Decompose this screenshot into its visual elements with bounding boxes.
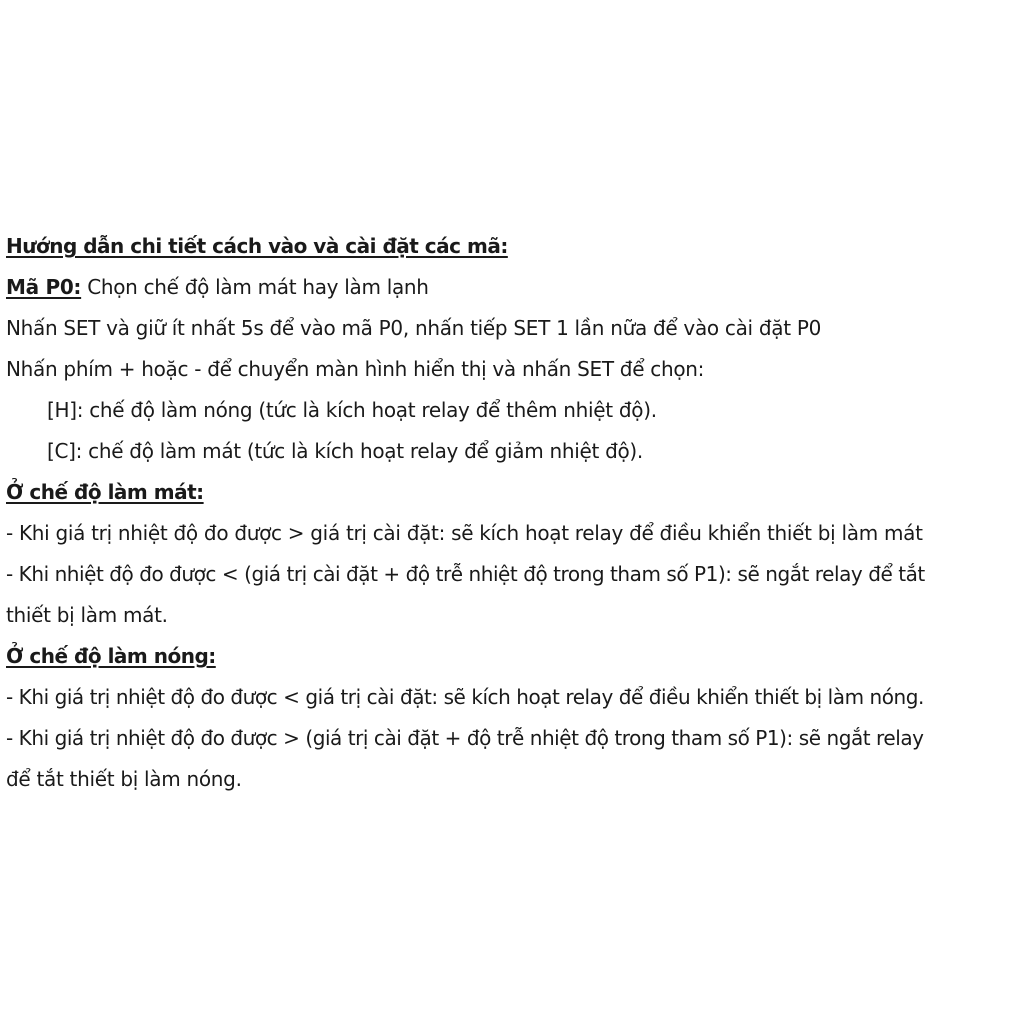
heating-mode-heading: Ở chế độ làm nóng: — [6, 644, 216, 668]
cooling-rule-1: - Khi giá trị nhiệt độ đo được > giá trị cài đặt: sẽ kích hoạt relay để điều khiển thiết bị làm mát — [6, 521, 923, 545]
p0-step-select: Nhấn phím + hoặc - để chuyển màn hình hiển thị và nhấn SET để chọn: — [6, 357, 705, 381]
cooling-rule-2-continued: thiết bị làm mát. — [6, 603, 168, 627]
heating-rule-1: - Khi giá trị nhiệt độ đo được < giá trị cài đặt: sẽ kích hoạt relay để điều khiển thiết bị làm nóng. — [6, 685, 924, 709]
cooling-rule-2: - Khi nhiệt độ đo được < (giá trị cài đặt + độ trễ nhiệt độ trong tham số P1): sẽ ngắt relay để tắt — [6, 562, 925, 586]
option-heating: [H]: chế độ làm nóng (tức là kích hoạt relay để thêm nhiệt độ). — [47, 398, 657, 422]
document-title: Hướng dẫn chi tiết cách vào và cài đặt các mã: — [6, 234, 508, 258]
instruction-document — [6, 226, 1018, 800]
heating-rule-2: - Khi giá trị nhiệt độ đo được > (giá trị cài đặt + độ trễ nhiệt độ trong tham số P1): sẽ ngắt relay — [6, 726, 924, 750]
heating-rule-2-continued: để tắt thiết bị làm nóng. — [6, 767, 242, 791]
cooling-mode-heading: Ở chế độ làm mát: — [6, 480, 204, 504]
p0-step-enter: Nhấn SET và giữ ít nhất 5s để vào mã P0, nhấn tiếp SET 1 lần nữa để vào cài đặt P0 — [6, 316, 822, 340]
option-cooling: [C]: chế độ làm mát (tức là kích hoạt relay để giảm nhiệt độ). — [47, 439, 643, 463]
p0-label: Mã P0: — [6, 275, 82, 299]
p0-text: Chọn chế độ làm mát hay làm lạnh — [81, 275, 429, 299]
p0-description — [6, 267, 1018, 308]
